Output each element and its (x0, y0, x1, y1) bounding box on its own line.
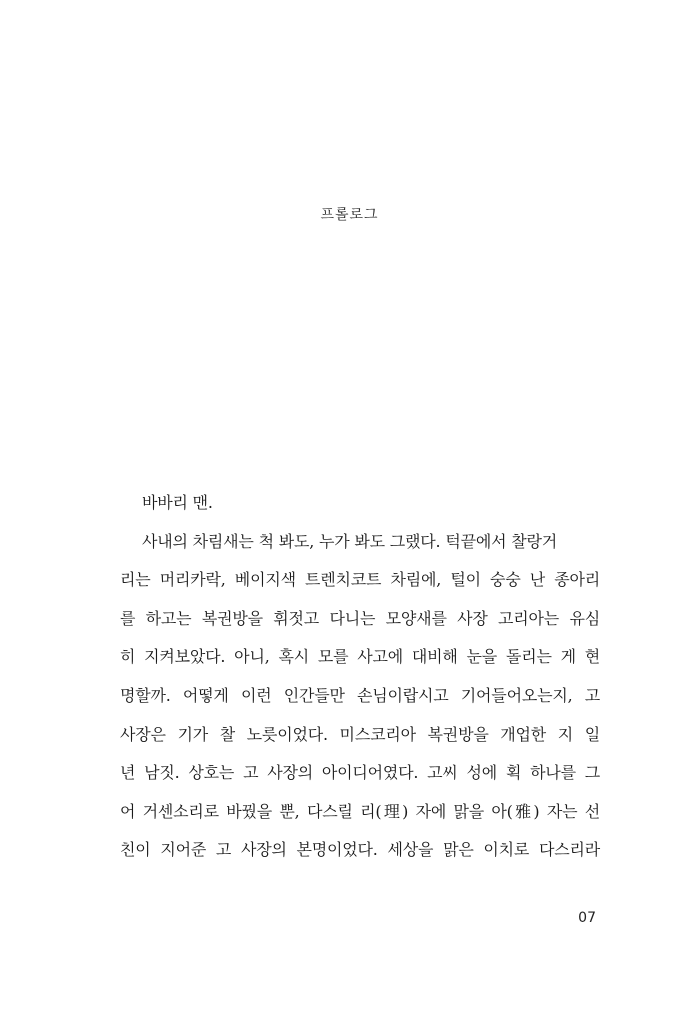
text-line: 명할까. 어떻게 이런 인간들만 손님이랍시고 기어들어오는지, 고 (120, 685, 600, 705)
text-line: 를 하고는 복권방을 휘젓고 다니는 모양새를 사장 고리아는 유심 (120, 608, 600, 628)
text-line: 바바리 맨. (142, 493, 213, 512)
text-line: 사내의 차림새는 척 봐도, 누가 봐도 그랬다. 턱끝에서 찰랑거 (142, 531, 558, 551)
text-line: 어 거센소리로 바꿨을 뿐, 다스릴 리(理) 자에 맑을 아(雅) 자는 선 (120, 801, 600, 821)
text-line: 히 지켜보았다. 아니, 혹시 모를 사고에 대비해 눈을 돌리는 게 현 (120, 647, 600, 667)
text-line: 친이 지어준 고 사장의 본명이었다. 세상을 맑은 이치로 다스리라 (120, 840, 600, 860)
chapter-title: 프롤로그 (320, 207, 379, 223)
text-line: 사장은 기가 찰 노릇이었다. 미스코리아 복권방을 개업한 지 일 (120, 724, 600, 744)
text-line: 년 남짓. 상호는 고 사장의 아이디어였다. 고씨 성에 획 하나를 그 (120, 763, 600, 783)
page-number: 07 (578, 910, 596, 926)
body-text (120, 488, 600, 874)
text-line: 리는 머리카락, 베이지색 트렌치코트 차림에, 털이 숭숭 난 종아리 (120, 570, 600, 590)
